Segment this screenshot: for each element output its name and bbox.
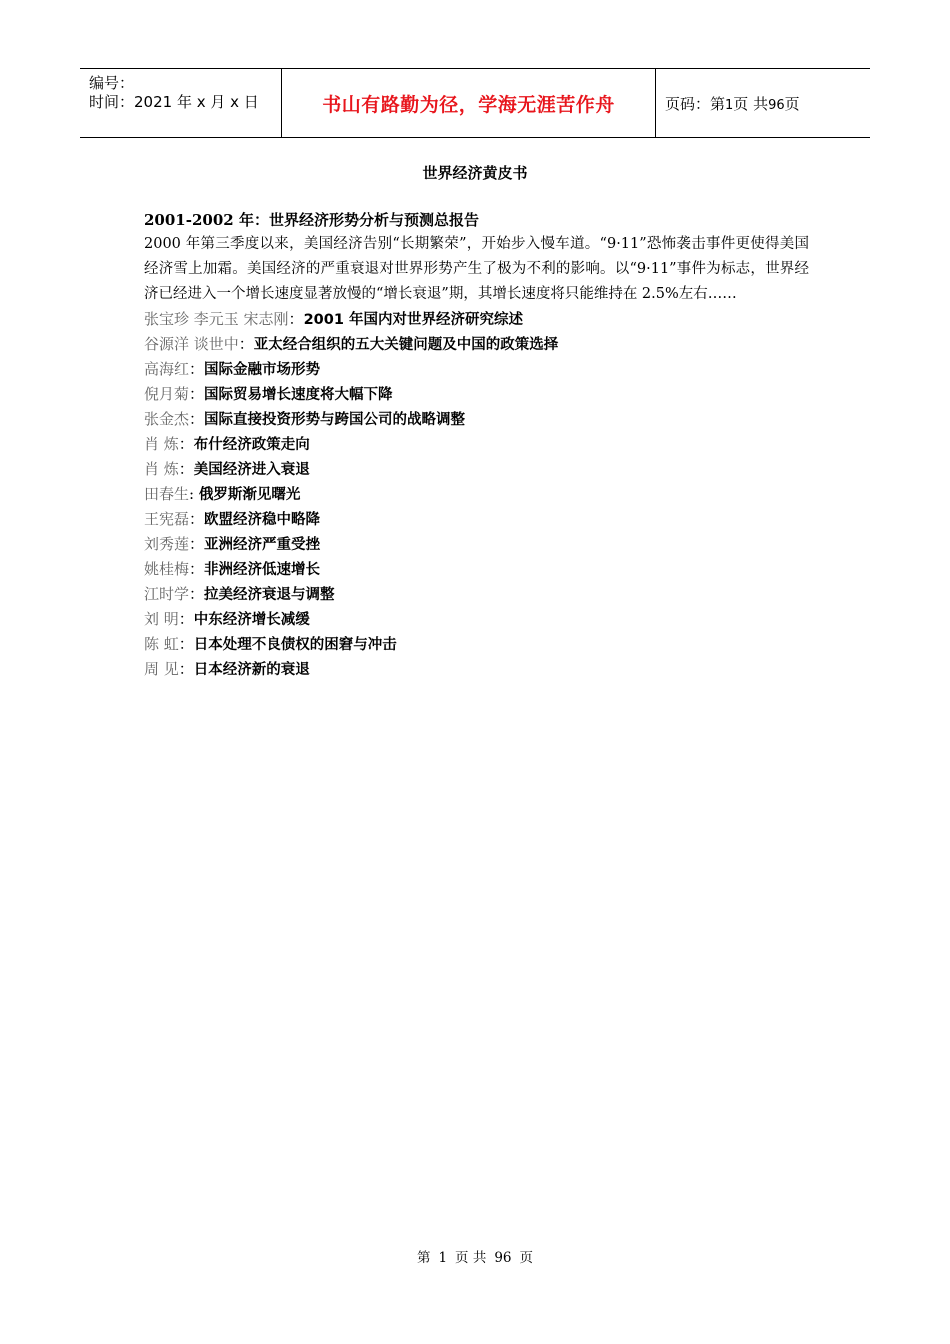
article-item (144, 332, 809, 357)
header-page-total: 96 (768, 97, 785, 113)
article-separator: ： (189, 385, 205, 403)
article-title: 国际金融市场形势 (204, 362, 321, 378)
article-item (144, 357, 809, 382)
article-title: 国际直接投资形势与跨国公司的战略调整 (204, 412, 466, 428)
article-separator: ： (189, 410, 205, 428)
article-author: 刘秀莲 (144, 535, 190, 553)
header-meta (80, 69, 281, 137)
article-separator: ： (189, 585, 205, 603)
article-item (144, 532, 809, 557)
article-author: 王宪磊 (144, 510, 190, 528)
document-body (144, 208, 809, 682)
article-author: 刘 明 (144, 610, 179, 628)
article-title: 日本处理不良债权的困窘与冲击 (193, 637, 397, 653)
article-separator: ： (189, 510, 205, 528)
article-item (144, 457, 809, 482)
article-title: 亚洲经济严重受挫 (204, 537, 321, 553)
header-motto-cell (281, 69, 656, 137)
article-item (144, 582, 809, 607)
article-author: 田春生 (144, 485, 190, 503)
article-title: 美国经济进入衰退 (193, 462, 310, 478)
article-separator: ： (178, 660, 194, 678)
article-title: 欧盟经济稳中略降 (204, 512, 321, 528)
article-separator: : (189, 485, 199, 503)
article-separator: ： (189, 560, 205, 578)
article-title: 日本经济新的衰退 (193, 662, 310, 678)
article-author: 肖 炼 (144, 460, 179, 478)
article-item (144, 307, 809, 332)
code-label: 编号： (89, 74, 135, 92)
article-separator: ： (178, 460, 194, 478)
header-page-info: 页码：第1页 共96页 (665, 94, 800, 113)
article-author: 谷源洋 谈世中 (144, 335, 239, 353)
article-author: 肖 炼 (144, 435, 179, 453)
article-author: 周 见 (144, 660, 179, 678)
article-item (144, 557, 809, 582)
article-separator: ： (189, 535, 205, 553)
article-author: 江时学 (144, 585, 190, 603)
header-page-number: 1 (725, 97, 734, 113)
article-item (144, 607, 809, 632)
article-separator: ： (178, 435, 194, 453)
time-label: 时间：2021 年 x 月 x 日 (89, 93, 259, 111)
document-title: 世界经济黄皮书 (422, 164, 528, 182)
article-item (144, 657, 809, 682)
article-title: 亚太经合组织的五大关键问题及中国的政策选择 (253, 337, 559, 353)
article-title: 俄罗斯渐见曙光 (198, 487, 301, 503)
article-item (144, 482, 809, 507)
article-separator: ： (178, 610, 194, 628)
article-title: 非洲经济低速增长 (204, 562, 321, 578)
article-author: 陈 虹 (144, 635, 179, 653)
article-title: 国际贸易增长速度将大幅下降 (204, 387, 393, 403)
article-item (144, 407, 809, 432)
article-item (144, 632, 809, 657)
article-author: 倪月菊 (144, 385, 190, 403)
article-title: 中东经济增长减缓 (193, 612, 310, 628)
header-page-cell (656, 69, 870, 137)
article-title: 拉美经济衰退与调整 (204, 587, 335, 603)
article-separator: ： (288, 310, 304, 328)
article-separator: ： (189, 360, 205, 378)
article-separator: ： (238, 335, 254, 353)
article-item (144, 507, 809, 532)
article-item (144, 382, 809, 407)
article-author: 张宝珍 李元玉 宋志刚 (144, 310, 289, 328)
article-title: 布什经济政策走向 (193, 437, 310, 453)
page-footer: 第 1 页 共 96 页 (416, 1250, 534, 1266)
motto-text: 书山有路勤为径，学海无涯苦作舟 (322, 93, 615, 116)
report-summary: 2000 年第三季度以来，美国经济告别“长期繁荣”，开始步入慢车道。“9·11”恐怖袭击事件更使得美国经济雪上加霜。美国经济的严重衰退对世界形势产生了极为不利的影响。以“9·11”事件为标志，世界经济已经进入一个增长速度显著放慢的“增长衰退”期，其增长速度将只能维持在 2.5%左右…… (144, 236, 809, 302)
article-separator: ： (178, 635, 194, 653)
footer-page-total: 96 (494, 1250, 512, 1266)
article-item (144, 432, 809, 457)
article-list (144, 307, 809, 682)
article-author: 张金杰 (144, 410, 190, 428)
document-header (80, 68, 870, 138)
article-author: 姚桂梅 (144, 560, 190, 578)
footer-page-number: 1 (438, 1250, 448, 1266)
article-author: 高海红 (144, 360, 190, 378)
report-title: 2001-2002 年：世界经济形势分析与预测总报告 (144, 211, 479, 229)
article-title: 2001 年国内对世界经济研究综述 (303, 312, 523, 328)
